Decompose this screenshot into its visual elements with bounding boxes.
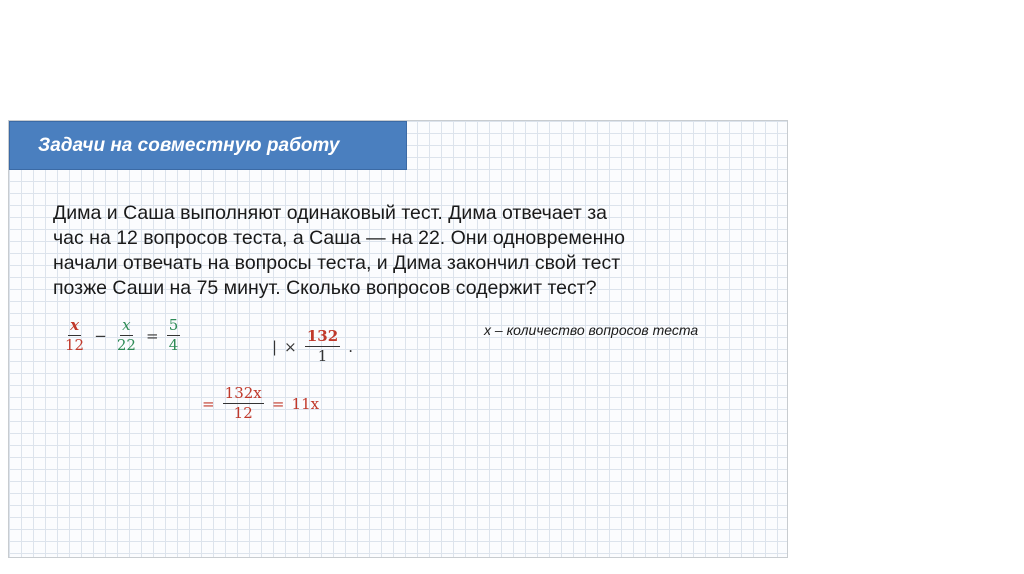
fraction-denominator: 22: [116, 336, 136, 354]
fraction-denominator: 12: [65, 336, 85, 354]
equation-2: [271, 327, 354, 366]
equals-sign: =: [202, 394, 215, 413]
equation-1: [61, 316, 182, 355]
problem-line: час на 12 вопросов теста, а Саша — на 22. Они одновременно: [53, 227, 625, 249]
vertical-bar: |: [272, 337, 278, 356]
fraction-5-4: [167, 316, 181, 355]
times-sign: ×: [284, 337, 297, 356]
equation-3: [201, 384, 320, 423]
slide-title: Задачи на совместную работу: [38, 134, 340, 156]
problem-line: начали отвечать на вопросы теста, и Дима закончил свой тест: [53, 252, 621, 274]
problem-text: [53, 201, 753, 301]
fraction-x-22: [115, 316, 138, 355]
period: .: [348, 337, 354, 356]
title-bar: [9, 121, 407, 170]
problem-line: позже Саши на 75 минут. Сколько вопросов содержит тест?: [53, 277, 597, 299]
fraction-denominator: 4: [168, 336, 179, 354]
fraction-numerator: 5: [168, 316, 179, 334]
fraction-numerator: x: [70, 316, 80, 334]
fraction-numerator: 132x: [224, 384, 262, 402]
fraction-numerator: x: [122, 316, 131, 334]
minus-sign: −: [94, 326, 107, 345]
problem-line: Дима и Саша выполняют одинаковый тест. Дима отвечает за: [53, 202, 608, 224]
slide: [8, 120, 788, 558]
variable-note: x – количество вопросов теста: [484, 322, 699, 338]
fraction-denominator: 12: [233, 404, 253, 422]
fraction-132x-12: [223, 384, 264, 423]
result-term: 11x: [291, 394, 320, 413]
fraction-numerator: 132: [306, 327, 339, 345]
fraction-x-12: [63, 316, 86, 355]
fraction-132-1: [305, 327, 340, 366]
equals-sign: =: [271, 394, 285, 413]
fraction-denominator: 1: [317, 347, 328, 365]
equals-sign: =: [146, 326, 159, 345]
